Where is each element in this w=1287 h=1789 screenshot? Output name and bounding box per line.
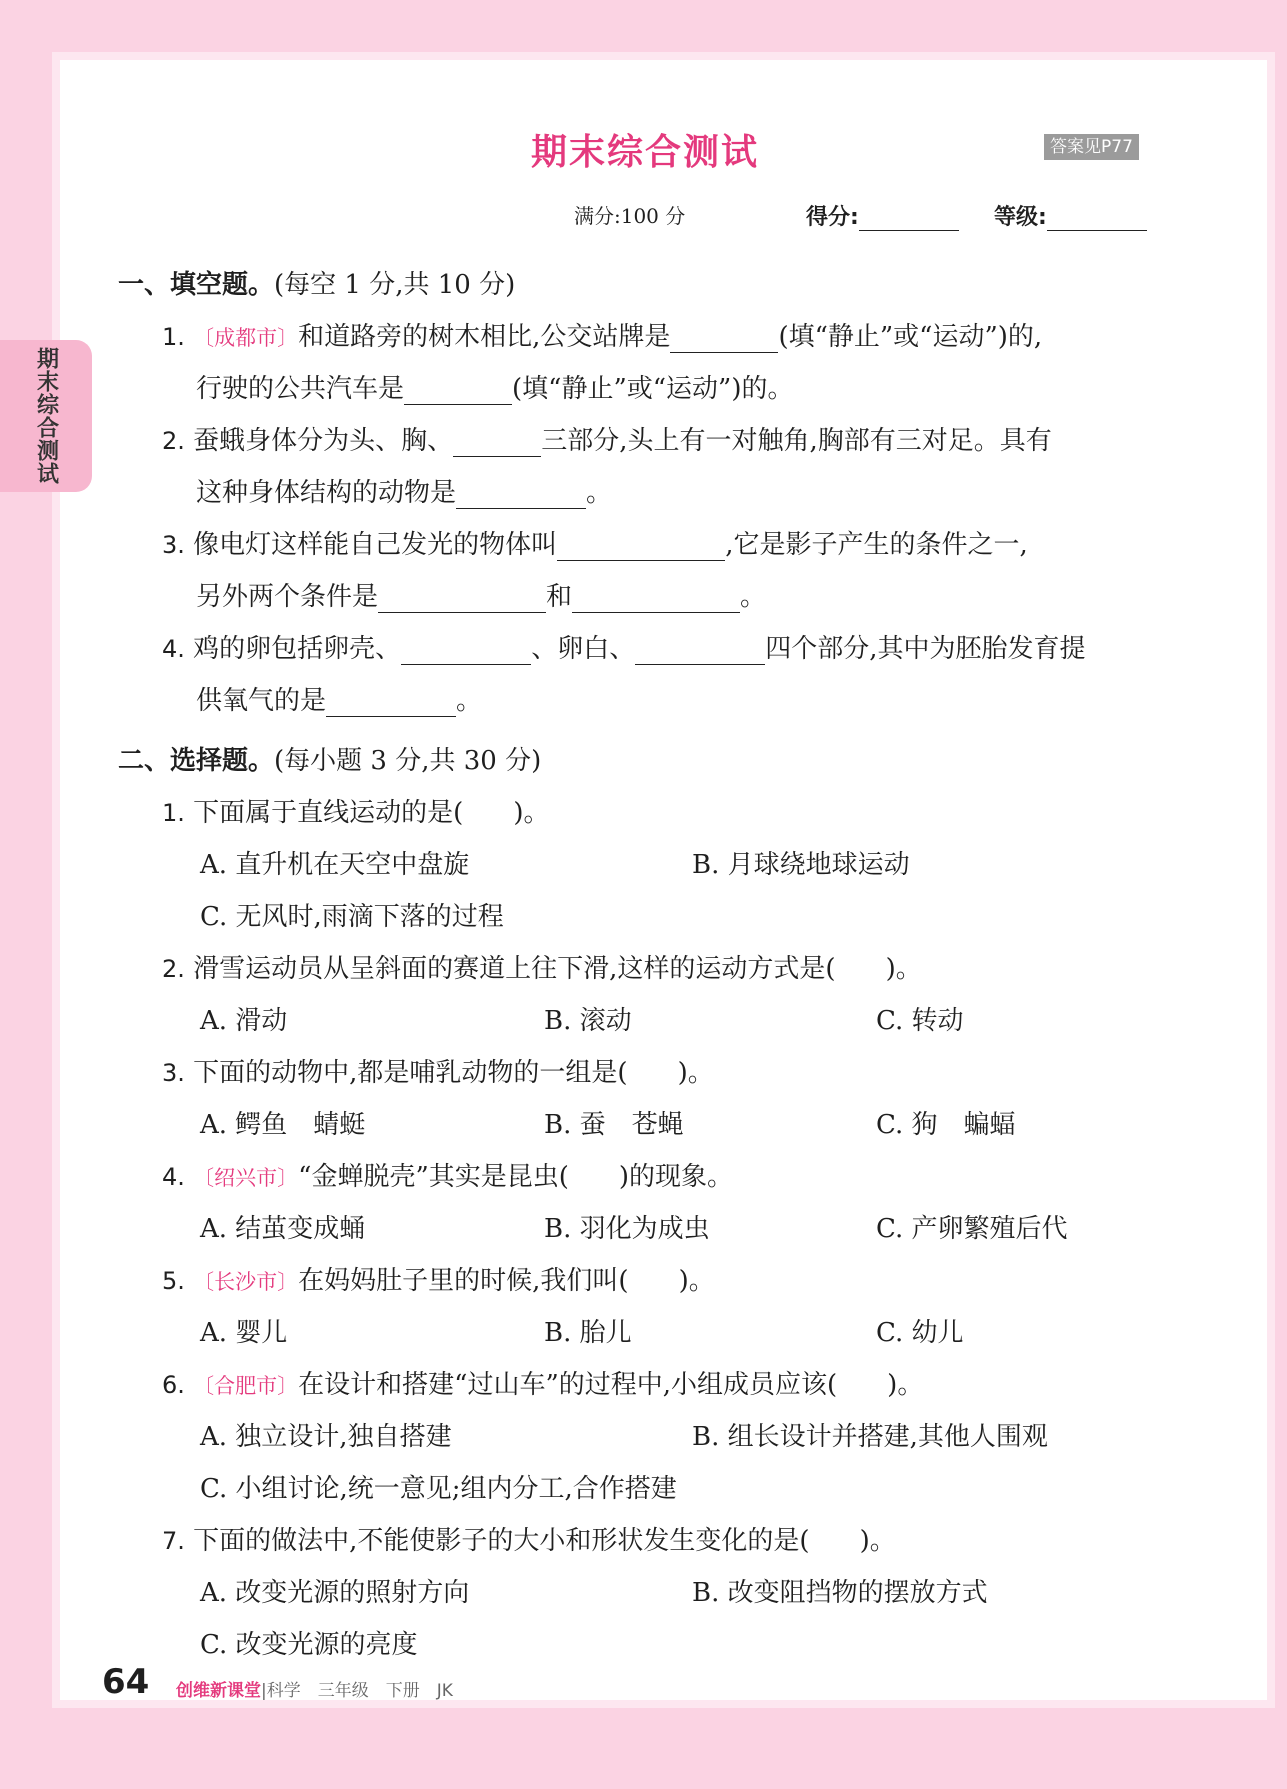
section-fill-in bbox=[118, 264, 515, 301]
question-text: 下面的动物中,都是哺乳动物的一组是( bbox=[193, 1058, 628, 1088]
option-a[interactable]: A. 直升机在天空中盘旋 bbox=[200, 850, 470, 880]
option-b[interactable]: B. 羽化为成虫 bbox=[544, 1214, 710, 1244]
answer-blank[interactable] bbox=[557, 532, 725, 561]
answer-blank[interactable] bbox=[572, 584, 740, 613]
question-number: 1. bbox=[162, 323, 185, 351]
question-text: )。 bbox=[678, 1266, 715, 1296]
question-text: )。 bbox=[513, 798, 550, 828]
option-b[interactable]: B. 滚动 bbox=[544, 1006, 632, 1036]
fill-q1-line1 bbox=[162, 316, 1042, 353]
option-b[interactable]: B. 胎儿 bbox=[544, 1318, 632, 1348]
question-text: 像电灯这样能自己发光的物体叫 bbox=[193, 530, 558, 560]
answer-blank[interactable] bbox=[401, 636, 531, 665]
question-text: ,它是影子产生的条件之一, bbox=[725, 530, 1028, 560]
question-number: 3. bbox=[162, 531, 185, 559]
question-text: 。 bbox=[740, 582, 767, 612]
section-points: (每空 1 分,共 10 分) bbox=[274, 270, 516, 300]
answer-reference-badge: 答案见P77 bbox=[1044, 134, 1139, 160]
side-tab-label: 期末综合测试 bbox=[33, 347, 59, 485]
choice-q1 bbox=[162, 792, 549, 829]
choice-q6 bbox=[162, 1364, 923, 1401]
page-title: 期末综合测试 bbox=[530, 132, 759, 173]
option-c[interactable]: C. 无风时,雨滴下落的过程 bbox=[200, 902, 504, 932]
option-c[interactable]: C. 狗 蝙蝠 bbox=[876, 1110, 1016, 1140]
option-c[interactable]: C. 转动 bbox=[876, 1006, 964, 1036]
choice-q5 bbox=[162, 1260, 715, 1297]
answer-blank[interactable] bbox=[635, 636, 765, 665]
option-c[interactable]: C. 小组讨论,统一意见;组内分工,合作搭建 bbox=[200, 1474, 677, 1504]
fill-q1-line2 bbox=[196, 368, 793, 405]
full-score: 满分:100 分 bbox=[574, 204, 686, 228]
choice-q7 bbox=[162, 1520, 896, 1557]
fill-q4-line1 bbox=[162, 628, 1085, 665]
region-tag: 〔合肥市〕 bbox=[193, 1374, 299, 1398]
grade-label: 等级: bbox=[994, 205, 1047, 230]
fill-q2-line1 bbox=[162, 420, 1052, 457]
question-text: 和 bbox=[546, 582, 573, 612]
question-number: 4. bbox=[162, 635, 185, 663]
question-text: 在妈妈肚子里的时候,我们叫( bbox=[298, 1266, 629, 1296]
choice-q4 bbox=[162, 1156, 733, 1193]
question-text: 。 bbox=[456, 686, 483, 716]
question-text: 在设计和搭建“过山车”的过程中,小组成员应该( bbox=[298, 1370, 838, 1400]
option-c[interactable]: C. 产卵繁殖后代 bbox=[876, 1214, 1068, 1244]
question-text: 蚕蛾身体分为头、胸、 bbox=[193, 426, 454, 456]
score-label: 得分: bbox=[806, 205, 859, 230]
grade-blank[interactable] bbox=[1047, 208, 1147, 231]
fill-q4-line2 bbox=[196, 680, 482, 717]
choice-q3 bbox=[162, 1052, 714, 1089]
section-points: (每小题 3 分,共 30 分) bbox=[274, 746, 542, 776]
book-info: |科学 三年级 下册 JK bbox=[261, 1681, 453, 1701]
question-number: 6. bbox=[162, 1371, 185, 1399]
fill-q3-line2 bbox=[196, 576, 766, 613]
option-a[interactable]: A. 结茧变成蛹 bbox=[200, 1214, 366, 1244]
region-tag: 〔绍兴市〕 bbox=[193, 1166, 299, 1190]
brand-name: 创维新课堂 bbox=[176, 1681, 261, 1701]
page-number: 64 bbox=[102, 1662, 150, 1702]
question-text: )。 bbox=[859, 1526, 896, 1556]
question-text: 滑雪运动员从呈斜面的赛道上往下滑,这样的运动方式是( bbox=[193, 954, 836, 984]
option-a[interactable]: A. 婴儿 bbox=[200, 1318, 288, 1348]
option-a[interactable]: A. 滑动 bbox=[200, 1006, 288, 1036]
section-heading: 二、选择题。 bbox=[118, 746, 275, 776]
question-text: )。 bbox=[677, 1058, 714, 1088]
question-text: )的现象。 bbox=[618, 1162, 734, 1192]
section-multiple-choice bbox=[118, 740, 541, 777]
question-text: (填“静止”或“运动”)的。 bbox=[512, 374, 794, 404]
question-number: 2. bbox=[162, 955, 185, 983]
question-number: 1. bbox=[162, 799, 185, 827]
question-text: 下面属于直线运动的是( bbox=[193, 798, 464, 828]
fill-q3-line1 bbox=[162, 524, 1028, 561]
region-tag: 〔成都市〕 bbox=[193, 326, 299, 350]
option-b[interactable]: B. 蚕 苍蝇 bbox=[544, 1110, 684, 1140]
question-number: 5. bbox=[162, 1267, 185, 1295]
question-number: 4. bbox=[162, 1163, 185, 1191]
question-text: )。 bbox=[887, 1370, 924, 1400]
question-text: )。 bbox=[885, 954, 922, 984]
question-number: 2. bbox=[162, 427, 185, 455]
question-text: 另外两个条件是 bbox=[196, 582, 379, 612]
option-c[interactable]: C. 幼儿 bbox=[876, 1318, 964, 1348]
option-b[interactable]: B. 月球绕地球运动 bbox=[692, 850, 910, 880]
question-text: 三部分,头上有一对触角,胸部有三对足。具有 bbox=[541, 426, 1052, 456]
question-text: 。 bbox=[586, 478, 613, 508]
question-text: 、卵白、 bbox=[531, 634, 636, 664]
fill-q2-line2 bbox=[196, 472, 612, 509]
question-text: (填“静止”或“运动”)的, bbox=[778, 322, 1043, 352]
choice-q2 bbox=[162, 948, 922, 985]
option-a[interactable]: A. 独立设计,独自搭建 bbox=[200, 1422, 452, 1452]
side-tab bbox=[0, 340, 92, 492]
question-text: 下面的做法中,不能使影子的大小和形状发生变化的是( bbox=[193, 1526, 810, 1556]
answer-blank[interactable] bbox=[670, 324, 778, 353]
answer-blank[interactable] bbox=[326, 688, 456, 717]
question-text: “金蝉脱壳”其实是昆虫( bbox=[298, 1162, 569, 1192]
question-text: 和道路旁的树木相比,公交站牌是 bbox=[298, 322, 671, 352]
region-tag: 〔长沙市〕 bbox=[193, 1270, 299, 1294]
footer-info bbox=[176, 1676, 453, 1701]
answer-blank[interactable] bbox=[378, 584, 546, 613]
question-number: 7. bbox=[162, 1527, 185, 1555]
grade-field bbox=[994, 200, 1147, 231]
score-field bbox=[806, 200, 959, 231]
option-b[interactable]: B. 改变阻挡物的摆放方式 bbox=[692, 1578, 988, 1608]
question-text: 鸡的卵包括卵壳、 bbox=[193, 634, 402, 664]
score-blank[interactable] bbox=[859, 208, 959, 231]
question-text: 四个部分,其中为胚胎发育提 bbox=[765, 634, 1086, 664]
answer-blank[interactable] bbox=[456, 480, 586, 509]
option-b[interactable]: B. 组长设计并搭建,其他人围观 bbox=[692, 1422, 1048, 1452]
option-c[interactable]: C. 改变光源的亮度 bbox=[200, 1630, 418, 1660]
question-number: 3. bbox=[162, 1059, 185, 1087]
option-a[interactable]: A. 鳄鱼 蜻蜓 bbox=[200, 1110, 366, 1140]
answer-blank[interactable] bbox=[404, 376, 512, 405]
question-text: 这种身体结构的动物是 bbox=[196, 478, 457, 508]
question-text: 供氧气的是 bbox=[196, 686, 327, 716]
question-text: 行驶的公共汽车是 bbox=[196, 374, 405, 404]
option-a[interactable]: A. 改变光源的照射方向 bbox=[200, 1578, 470, 1608]
answer-blank[interactable] bbox=[453, 428, 541, 457]
section-heading: 一、填空题。 bbox=[118, 270, 275, 300]
